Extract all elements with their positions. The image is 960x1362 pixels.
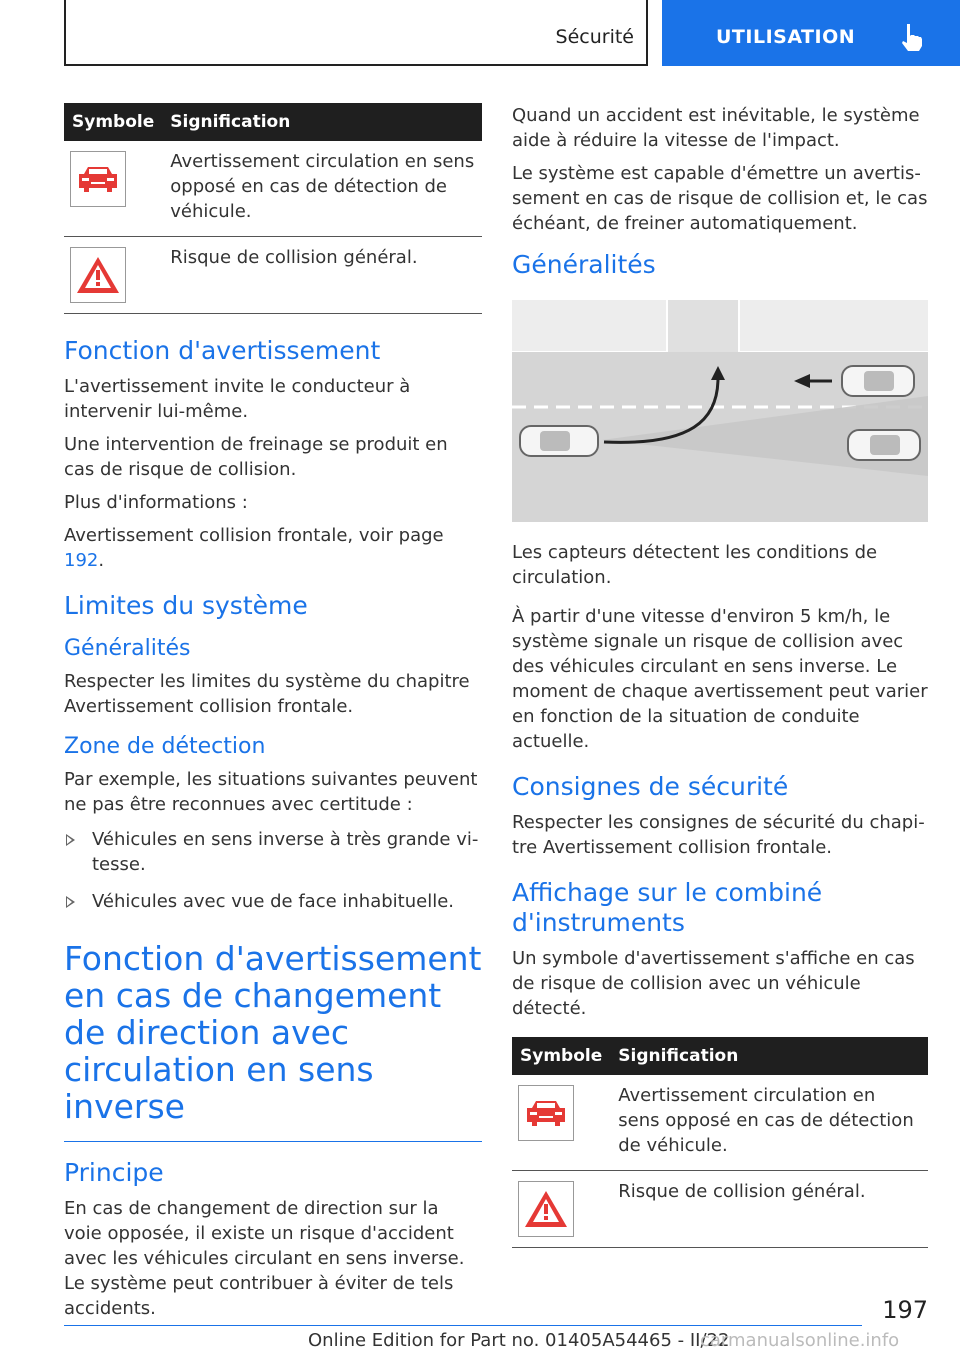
- table-header-meaning: Signification: [610, 1037, 928, 1075]
- header-section-box: [64, 0, 648, 66]
- paragraph: Respecter les limites du système du chapitre Avertissement collision frontale.: [64, 671, 470, 717]
- paragraph: Respecter les consignes de sécurité du chapitre Avertissement collision frontale.: [512, 812, 925, 858]
- table-cell-text: Avertissement circulation en sens opposé en cas de détection de véhicule.: [162, 141, 482, 237]
- paragraph: Quand un accident est inévitable, le système aide à réduire la vitesse de l'impact.: [512, 105, 920, 151]
- heading-generalites-right: Généralités: [512, 250, 656, 279]
- paragraph: À partir d'une vitesse d'environ 5 km/h, le système signale un risque de collision avec des véhicules circulant en sens inverse. Le moment de chaque avertissement peut varier en fonction de la situation de conduite actuelle.: [512, 606, 928, 752]
- heading-rule: [64, 1141, 482, 1142]
- symbol-table-right: [512, 1037, 928, 1248]
- table-cell-text: Avertissement circulation en sens opposé en cas de détection de véhicule.: [610, 1075, 928, 1171]
- page-link-192[interactable]: 192: [64, 550, 99, 571]
- table-header-meaning: Signification: [162, 103, 482, 141]
- oncoming-car-warning-icon: [70, 151, 126, 207]
- paragraph: Le système est capable d'émettre un avertissement en cas de risque de collision et, le cas échéant, de freiner automatiquement.: [512, 163, 928, 234]
- footer-rule: [64, 1325, 862, 1326]
- symbol-table-left: [64, 103, 482, 314]
- watermark-text: carmanualsonline.info: [700, 1330, 900, 1351]
- list-item: Véhicules en sens inverse à très grande vitesse.: [64, 827, 482, 877]
- page-number: 197: [882, 1296, 928, 1324]
- paragraph: L'avertissement invite le conducteur à intervenir lui-même.: [64, 376, 411, 422]
- header-section-title: Sécurité: [555, 26, 634, 48]
- table-cell-text: Risque de collision général.: [162, 237, 482, 314]
- table-header-row: [64, 103, 482, 141]
- table-header-symbol: Symbole: [64, 103, 162, 141]
- left-column: [64, 103, 482, 1329]
- heading-principe: Principe: [64, 1158, 164, 1187]
- paragraph: Un symbole d'avertissement s'affiche en cas de risque de collision avec un véhicule détecté.: [512, 948, 915, 1019]
- heading-generalites: Généralités: [64, 636, 191, 661]
- heading-consignes: Consignes de sécurité: [512, 772, 789, 801]
- table-row: [64, 141, 482, 237]
- oncoming-car-2: [848, 430, 920, 460]
- list-item: Véhicules avec vue de face inhabituelle.: [64, 889, 482, 914]
- heading-fonction: Fonction d'avertissement: [64, 336, 381, 365]
- bullet-triangle-icon: [66, 834, 75, 846]
- bullet-list: [64, 827, 482, 914]
- pointing-hand-icon: [898, 22, 928, 52]
- heading-zone: Zone de détection: [64, 734, 266, 759]
- oncoming-car-warning-icon: [518, 1085, 574, 1141]
- paragraph: Par exemple, les situations suivantes peuvent ne pas être reconnues avec certitude :: [64, 769, 478, 815]
- paragraph: En cas de changement de direction sur la voie opposée, il existe un risque d'accident avec les véhicules circulant en sens inverse. Le système peut contribuer à éviter de tels accidents.: [64, 1198, 465, 1319]
- heading-main-section: Fonction d'avertissement en cas de changement de direction avec circulation en sens inverse: [64, 939, 482, 1126]
- bullet-triangle-icon: [66, 896, 75, 908]
- table-cell-text: Risque de collision général.: [610, 1171, 928, 1248]
- table-header-row: [512, 1037, 928, 1075]
- footer-edition: Online Edition for Part no. 01405A54465 - II/22: [308, 1330, 730, 1351]
- heading-affichage: Affichage sur le combiné d'instruments: [512, 878, 823, 937]
- header-chapter-title: UTILISATION: [716, 26, 856, 48]
- right-column: [512, 103, 928, 1248]
- table-header-symbol: Symbole: [512, 1037, 610, 1075]
- ego-car: [520, 426, 598, 456]
- paragraph: Plus d'informations :: [64, 492, 248, 513]
- turn-across-traffic-illustration: [512, 300, 928, 522]
- oncoming-car-1: [842, 366, 914, 396]
- paragraph: Une intervention de freinage se produit en cas de risque de collision.: [64, 434, 448, 480]
- paragraph-with-link: Avertissement collision frontale, voir page 192.: [64, 525, 444, 571]
- paragraph: Les capteurs détectent les conditions de circulation.: [512, 542, 878, 588]
- warning-triangle-icon: [70, 247, 126, 303]
- table-row: [512, 1171, 928, 1248]
- table-row: [64, 237, 482, 314]
- warning-triangle-icon: [518, 1181, 574, 1237]
- heading-limites: Limites du système: [64, 591, 308, 620]
- header-chapter-box: [662, 0, 960, 66]
- table-row: [512, 1075, 928, 1171]
